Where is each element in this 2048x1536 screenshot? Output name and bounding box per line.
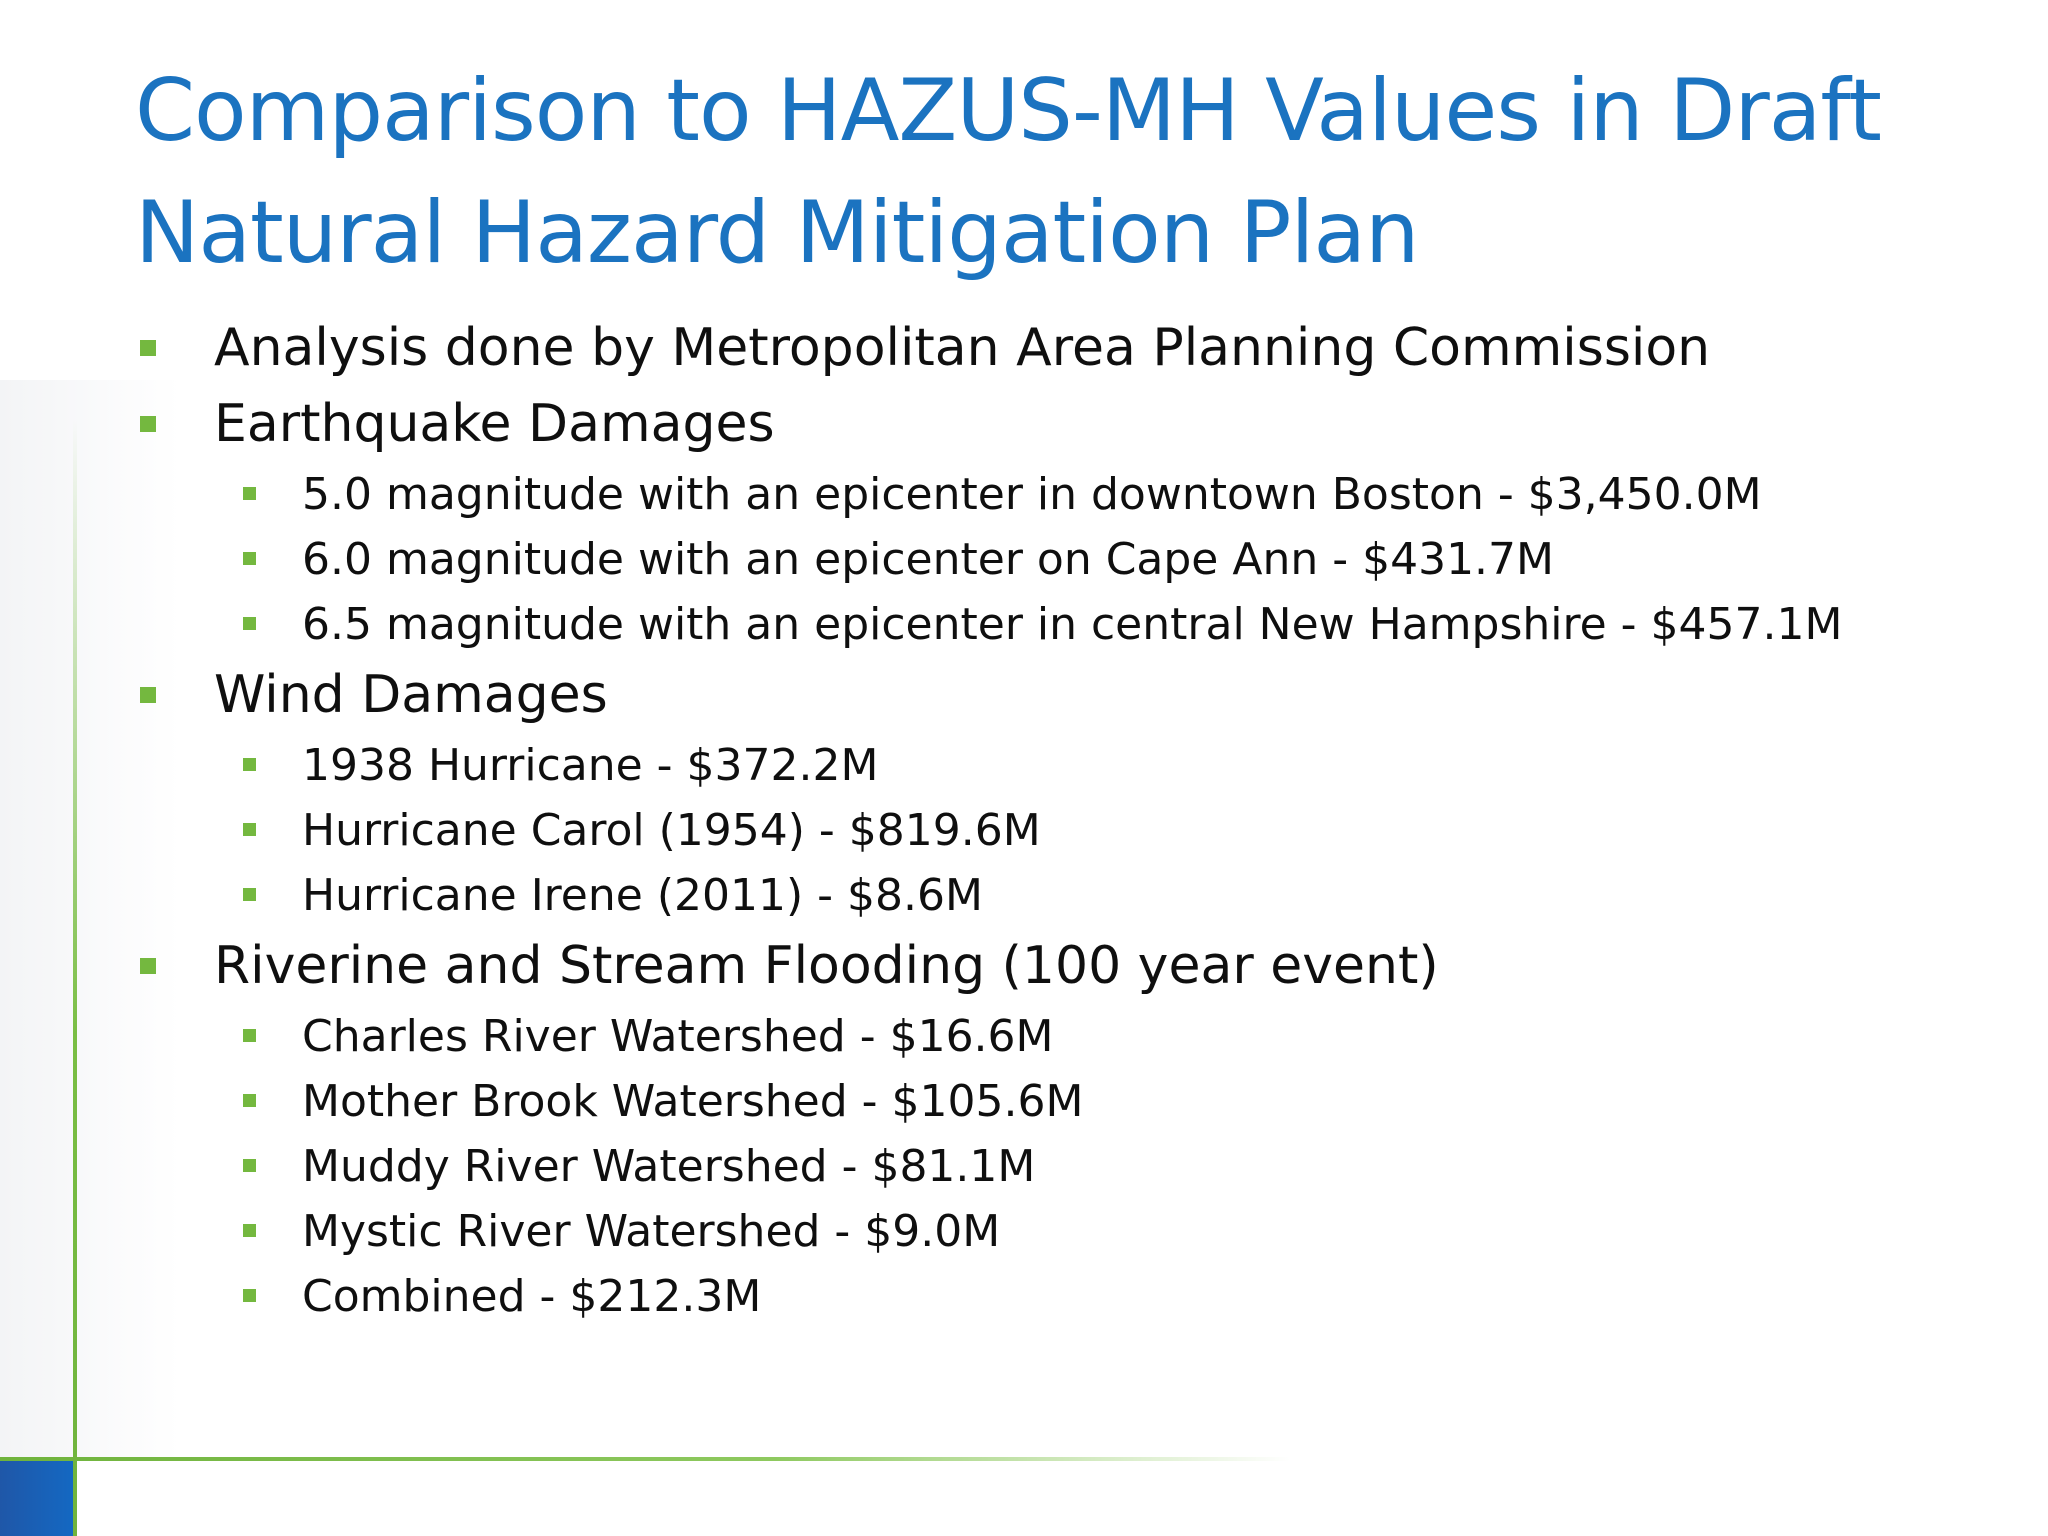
- bullet-item: [140, 657, 1940, 733]
- sub-bullet-square-icon: [243, 487, 256, 500]
- sub-bullet-item: [140, 592, 1940, 657]
- sub-bullet-text: 6.5 magnitude with an epicenter in central New Hampshire - $457.1M: [302, 599, 1843, 650]
- sub-bullet-square-icon: [243, 1289, 256, 1302]
- sub-bullet-text: Hurricane Irene (2011) - $8.6M: [302, 870, 983, 921]
- bullet-text: Riverine and Stream Flooding (100 year event): [214, 936, 1439, 996]
- sub-bullet-text: Mystic River Watershed - $9.0M: [302, 1206, 1001, 1257]
- bullet-square-icon: [140, 416, 156, 432]
- sub-bullet-text: Hurricane Carol (1954) - $819.6M: [302, 805, 1041, 856]
- bullet-square-icon: [140, 687, 156, 703]
- sub-bullet-text: Combined - $212.3M: [302, 1271, 762, 1322]
- sub-bullet-square-icon: [243, 758, 256, 771]
- sub-bullet-text: Charles River Watershed - $16.6M: [302, 1011, 1054, 1062]
- sub-bullet-text: Muddy River Watershed - $81.1M: [302, 1141, 1036, 1192]
- bullet-item: [140, 928, 1940, 1004]
- sub-bullet-text: Mother Brook Watershed - $105.6M: [302, 1076, 1084, 1127]
- sub-bullet-square-icon: [243, 1094, 256, 1107]
- sub-bullet-square-icon: [243, 1159, 256, 1172]
- bullet-item: [140, 310, 1940, 386]
- horizontal-accent-line: [0, 1457, 1290, 1461]
- sub-bullet-item: [140, 1264, 1940, 1329]
- sub-bullet-item: [140, 462, 1940, 527]
- sub-bullet-square-icon: [243, 552, 256, 565]
- sub-bullet-square-icon: [243, 1029, 256, 1042]
- sub-bullet-square-icon: [243, 888, 256, 901]
- sub-bullet-item: [140, 1199, 1940, 1264]
- bullet-text: Wind Damages: [214, 665, 608, 725]
- sub-bullet-text: 1938 Hurricane - $372.2M: [302, 740, 879, 791]
- sub-bullet-text: 6.0 magnitude with an epicenter on Cape Ann - $431.7M: [302, 534, 1555, 585]
- sub-bullet-item: [140, 733, 1940, 798]
- sub-bullet-square-icon: [243, 617, 256, 630]
- bullet-text: Earthquake Damages: [214, 394, 775, 454]
- bullet-square-icon: [140, 340, 156, 356]
- bullet-item: [140, 386, 1940, 462]
- slide-title: Comparison to HAZUS-MH Values in Draft Natural Hazard Mitigation Plan: [135, 61, 1881, 283]
- bullet-text: Analysis done by Metropolitan Area Planning Commission: [214, 318, 1711, 378]
- sub-bullet-item: [140, 1134, 1940, 1199]
- sub-bullet-item: [140, 527, 1940, 592]
- bullet-list: [140, 310, 1940, 1329]
- sub-bullet-text: 5.0 magnitude with an epicenter in downtown Boston - $3,450.0M: [302, 469, 1762, 520]
- vertical-accent-line: [73, 420, 77, 1536]
- sub-bullet-square-icon: [243, 823, 256, 836]
- sub-bullet-item: [140, 863, 1940, 928]
- corner-square: [0, 1461, 73, 1536]
- sub-bullet-square-icon: [243, 1224, 256, 1237]
- sub-bullet-item: [140, 798, 1940, 863]
- sub-bullet-item: [140, 1069, 1940, 1134]
- sub-bullet-item: [140, 1004, 1940, 1069]
- bullet-square-icon: [140, 958, 156, 974]
